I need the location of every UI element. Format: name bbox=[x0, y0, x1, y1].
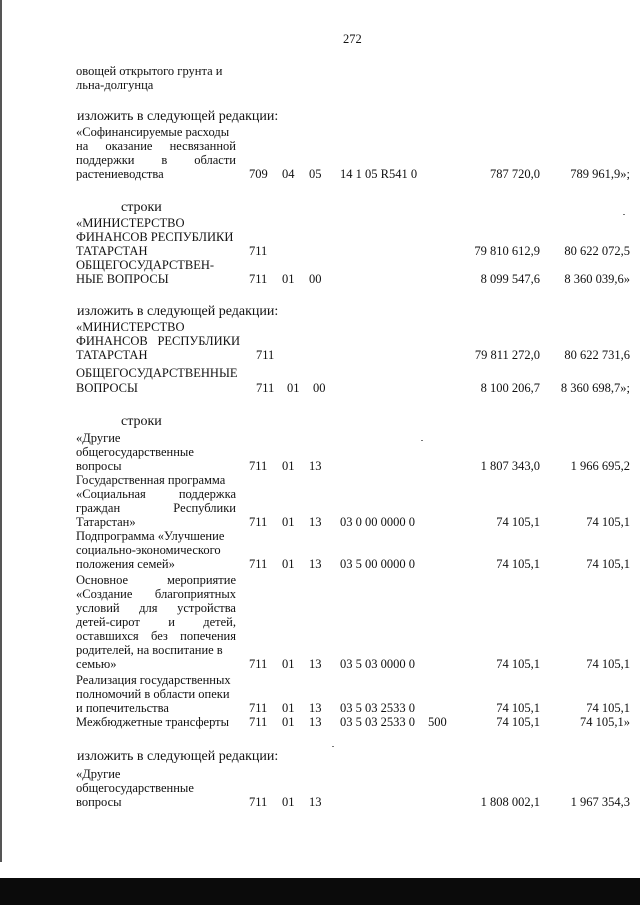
cell-pr: 13 bbox=[309, 795, 322, 809]
text-line: «МИНИСТЕРСТВО bbox=[76, 216, 185, 230]
cell-csr: 03 5 00 0000 0 bbox=[340, 557, 415, 571]
cell-grbs: 711 bbox=[256, 381, 275, 395]
cell-pr: 13 bbox=[309, 715, 322, 729]
scan-speck bbox=[332, 746, 334, 747]
text-line: овощей открытого грунта и bbox=[76, 64, 223, 78]
text-line: вопросы bbox=[76, 795, 122, 809]
text-line: оставшихся без попечения bbox=[76, 629, 236, 643]
text-line: льна-долгунца bbox=[76, 78, 154, 92]
text-line: общегосударственные bbox=[76, 445, 194, 459]
cell-sum1: 79 811 272,0 bbox=[474, 348, 540, 362]
cell-pr: 13 bbox=[309, 557, 322, 571]
cell-sum2: 74 105,1» bbox=[580, 715, 630, 729]
text-line: Государственная программа bbox=[76, 473, 226, 487]
cell-sum1: 74 105,1 bbox=[496, 701, 540, 715]
text-line: ВОПРОСЫ bbox=[76, 381, 138, 395]
scan-edge-bottom bbox=[0, 878, 640, 905]
text-line: вопросы bbox=[76, 459, 122, 473]
cell-grbs: 711 bbox=[249, 715, 268, 729]
cell-rz: 01 bbox=[282, 459, 295, 473]
cell-sum1: 74 105,1 bbox=[496, 557, 540, 571]
cell-sum2: 74 105,1 bbox=[586, 701, 630, 715]
text-line: «Софинансируемые расходы bbox=[76, 125, 230, 139]
cell-grbs: 711 bbox=[249, 459, 268, 473]
cell-csr: 03 5 03 0000 0 bbox=[340, 657, 415, 671]
cell-csr: 03 5 03 2533 0 bbox=[340, 715, 415, 729]
cell-rz: 01 bbox=[282, 657, 295, 671]
cell-sum1: 8 100 206,7 bbox=[480, 381, 540, 395]
cell-rz: 04 bbox=[282, 167, 295, 181]
text-line: поддержки в области bbox=[76, 153, 236, 167]
text-line: ФИНАНСОВ РЕСПУБЛИКИ bbox=[76, 230, 234, 244]
cell-grbs: 711 bbox=[249, 244, 268, 258]
page-number: 272 bbox=[343, 32, 362, 46]
cell-pr: 13 bbox=[309, 459, 322, 473]
cell-rz: 01 bbox=[287, 381, 300, 395]
text-line: ФИНАНСОВ РЕСПУБЛИКИ bbox=[76, 334, 240, 348]
scan-edge-left bbox=[0, 0, 2, 862]
cell-grbs: 711 bbox=[249, 795, 268, 809]
section-heading: строки bbox=[121, 414, 162, 429]
cell-csr: 03 0 00 0000 0 bbox=[340, 515, 415, 529]
text-line: «Создание благоприятных bbox=[76, 587, 236, 601]
scan-speck bbox=[623, 214, 625, 215]
cell-sum1: 8 099 547,6 bbox=[480, 272, 540, 286]
text-line: ОБЩЕГОСУДАРСТВЕН- bbox=[76, 258, 215, 272]
cell-pr: 05 bbox=[309, 167, 322, 181]
section-heading: изложить в следующей редакции: bbox=[77, 109, 279, 124]
cell-pr: 13 bbox=[309, 515, 322, 529]
scan-speck bbox=[421, 440, 423, 441]
section-heading: изложить в следующей редакции: bbox=[77, 749, 279, 764]
text-line: ТАТАРСТАН bbox=[76, 348, 148, 362]
text-line: условий для устройства bbox=[76, 601, 236, 615]
cell-sum2: 8 360 698,7»; bbox=[560, 381, 630, 395]
cell-sum2: 789 961,9»; bbox=[570, 167, 630, 181]
section-heading: строки bbox=[121, 200, 162, 215]
text-line: ОБЩЕГОСУДАРСТВЕННЫЕ bbox=[76, 366, 238, 380]
cell-rz: 01 bbox=[282, 272, 295, 286]
text-line: и попечительства bbox=[76, 701, 169, 715]
cell-rz: 01 bbox=[282, 557, 295, 571]
text-line: положения семей» bbox=[76, 557, 175, 571]
cell-rz: 01 bbox=[282, 701, 295, 715]
cell-csr: 03 5 03 2533 0 bbox=[340, 701, 415, 715]
cell-sum2: 74 105,1 bbox=[586, 657, 630, 671]
text-line: «Социальная поддержка bbox=[76, 487, 236, 501]
section-heading: изложить в следующей редакции: bbox=[77, 304, 279, 319]
text-line: граждан Республики bbox=[76, 501, 236, 515]
text-line: родителей, на воспитание в bbox=[76, 643, 223, 657]
cell-sum2: 8 360 039,6» bbox=[564, 272, 630, 286]
text-line: Основное мероприятие bbox=[76, 573, 236, 587]
cell-sum1: 79 810 612,9 bbox=[474, 244, 540, 258]
cell-sum1: 1 808 002,1 bbox=[480, 795, 540, 809]
text-line: растениеводства bbox=[76, 167, 164, 181]
cell-pr: 00 bbox=[309, 272, 322, 286]
cell-grbs: 711 bbox=[256, 348, 275, 362]
cell-rz: 01 bbox=[282, 515, 295, 529]
text-line: «Другие bbox=[76, 767, 121, 781]
cell-grbs: 711 bbox=[249, 657, 268, 671]
cell-sum2: 80 622 731,6 bbox=[564, 348, 630, 362]
cell-csr: 14 1 05 R541 0 bbox=[340, 167, 418, 181]
cell-rz: 01 bbox=[282, 715, 295, 729]
text-line: на оказание несвязанной bbox=[76, 139, 236, 153]
text-line: общегосударственные bbox=[76, 781, 194, 795]
cell-sum2: 74 105,1 bbox=[586, 515, 630, 529]
text-line: Межбюджетные трансферты bbox=[76, 715, 230, 729]
cell-rz: 01 bbox=[282, 795, 295, 809]
cell-sum1: 74 105,1 bbox=[496, 515, 540, 529]
cell-pr: 13 bbox=[309, 701, 322, 715]
cell-sum1: 74 105,1 bbox=[496, 715, 540, 729]
text-line: детей-сирот и детей, bbox=[76, 615, 236, 629]
text-line: социально-экономического bbox=[76, 543, 221, 557]
cell-sum1: 787 720,0 bbox=[490, 167, 540, 181]
cell-grbs: 711 bbox=[249, 272, 268, 286]
cell-grbs: 711 bbox=[249, 557, 268, 571]
cell-sum2: 74 105,1 bbox=[586, 557, 630, 571]
text-line: Подпрограмма «Улучшение bbox=[76, 529, 225, 543]
cell-grbs: 709 bbox=[249, 167, 268, 181]
cell-grbs: 711 bbox=[249, 701, 268, 715]
text-line: полномочий в области опеки bbox=[76, 687, 230, 701]
cell-vr: 500 bbox=[428, 715, 447, 729]
cell-sum2: 1 966 695,2 bbox=[570, 459, 630, 473]
text-line: семью» bbox=[76, 657, 117, 671]
cell-sum1: 1 807 343,0 bbox=[480, 459, 540, 473]
text-line: «Другие bbox=[76, 431, 121, 445]
cell-pr: 13 bbox=[309, 657, 322, 671]
cell-sum2: 1 967 354,3 bbox=[570, 795, 630, 809]
cell-sum2: 80 622 072,5 bbox=[564, 244, 630, 258]
text-line: Реализация государственных bbox=[76, 673, 231, 687]
cell-pr: 00 bbox=[313, 381, 326, 395]
text-line: «МИНИСТЕРСТВО bbox=[76, 320, 185, 334]
cell-sum1: 74 105,1 bbox=[496, 657, 540, 671]
text-line: ТАТАРСТАН bbox=[76, 244, 148, 258]
cell-grbs: 711 bbox=[249, 515, 268, 529]
text-line: НЫЕ ВОПРОСЫ bbox=[76, 272, 169, 286]
text-line: Татарстан» bbox=[76, 515, 136, 529]
